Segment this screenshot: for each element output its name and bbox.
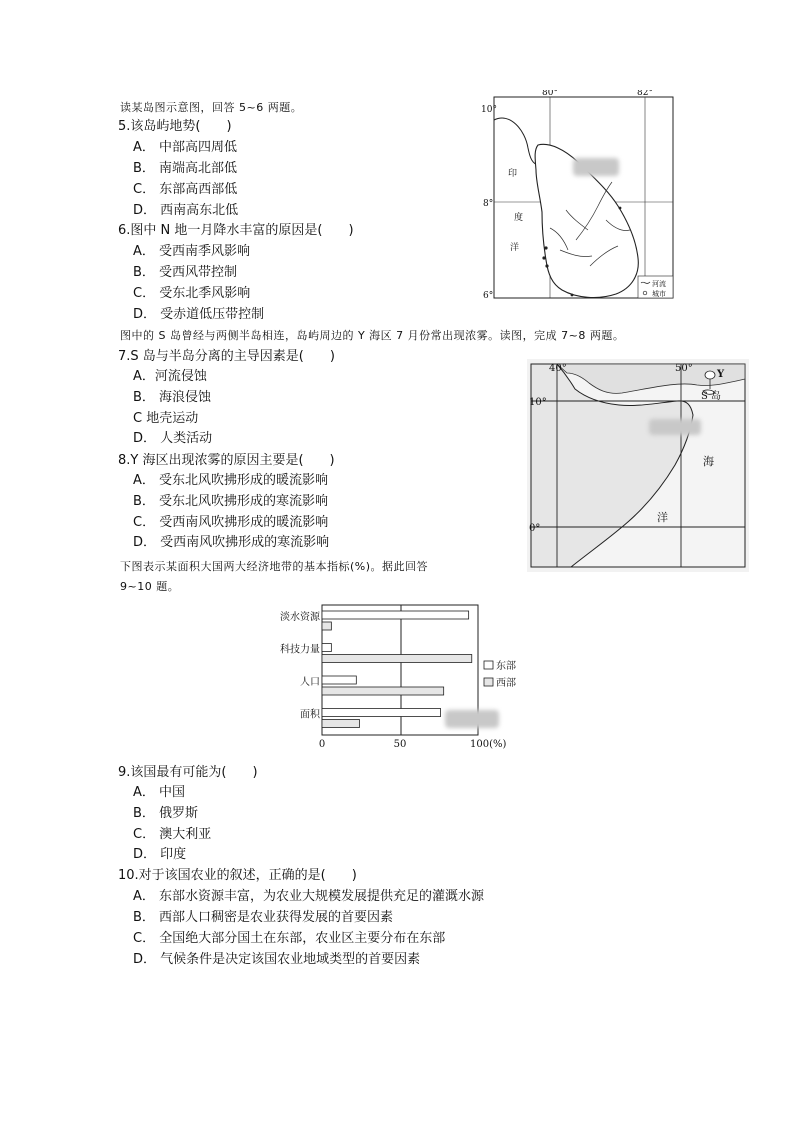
q6-option-d[interactable]: D． 受赤道低压带控制	[133, 307, 265, 322]
economic-belt-chart	[270, 603, 532, 753]
q10-option-d[interactable]: D． 气候条件是决定该国农业地域类型的首要因素	[133, 952, 421, 967]
map2-label-ocean: 洋	[657, 511, 668, 524]
q5-option-d[interactable]: D． 西南高东北低	[133, 203, 239, 218]
q8-stem: 8.Y 海区出现浓雾的原因主要是( )	[118, 453, 335, 468]
bar-科技力量-东部	[322, 644, 331, 652]
q6-stem: 6.图中 N 地一月降水丰富的原因是( )	[118, 223, 354, 238]
category-label: 人口	[300, 677, 320, 688]
q5-option-c[interactable]: C． 东部高西部低	[133, 182, 238, 197]
q7-option-b[interactable]: B． 海浪侵蚀	[133, 390, 212, 405]
q5-stem: 5.该岛屿地势( )	[118, 119, 232, 134]
bar-科技力量-西部	[322, 655, 472, 663]
bar-淡水资源-西部	[322, 622, 331, 630]
q9-option-a[interactable]: A． 中国	[133, 785, 186, 800]
q6-option-b[interactable]: B． 受西风带控制	[133, 265, 238, 280]
map1-sea-char-2: 度	[514, 213, 524, 223]
map1-lat-10: 10°	[481, 105, 497, 115]
horn-of-africa-map	[527, 359, 749, 572]
y-area-marker	[705, 371, 715, 379]
map1-lon-82: 82°	[637, 90, 653, 98]
map2-lon-50: 50°	[675, 363, 693, 374]
legend-river: 河流	[652, 280, 666, 288]
redacted-label	[445, 710, 499, 728]
q6-option-a[interactable]: A． 受西南季风影响	[133, 244, 251, 259]
q10-option-c[interactable]: C． 全国绝大部分国土在东部，农业区主要分布在东部	[133, 931, 446, 946]
q6-option-c[interactable]: C． 受东北季风影响	[133, 286, 251, 301]
map2-label-s-island: S 岛	[701, 391, 722, 402]
legend-label: 西部	[496, 678, 516, 689]
q7-stem: 7.S 岛与半岛分离的主导因素是( )	[118, 349, 335, 364]
x-tick-label: 50	[393, 739, 407, 750]
q8-option-d[interactable]: D． 受西南风吹拂形成的寒流影响	[133, 535, 330, 550]
map1-lat-6: 6°	[483, 291, 494, 301]
q9-stem: 9.该国最有可能为( )	[118, 765, 258, 780]
map2-label-y: Y	[717, 369, 725, 380]
map2-lat-10: 10°	[529, 397, 547, 408]
q8-option-c[interactable]: C． 受西南风吹拂形成的暖流影响	[133, 515, 329, 530]
category-label: 淡水资源	[280, 612, 320, 623]
x-tick-label: 100(%)	[470, 739, 507, 750]
map1-sea-char-3: 洋	[510, 243, 520, 253]
redacted-label	[649, 419, 701, 435]
map1-lat-8: 8°	[483, 199, 494, 209]
redacted-label	[573, 158, 619, 176]
q10-option-a[interactable]: A． 东部水资源丰富，为农业大规模发展提供充足的灌溉水源	[133, 889, 485, 904]
map2-label-sea: 海	[703, 455, 714, 468]
q5-option-b[interactable]: B． 南端高北部低	[133, 161, 238, 176]
map1-lon-80: 80°	[542, 90, 558, 98]
intro-5-6: 读某岛图示意图，回答 5~6 两题。	[120, 101, 303, 114]
q9-option-b[interactable]: B． 俄罗斯	[133, 806, 199, 821]
bar-chart-svg	[270, 603, 532, 753]
intro-7-8: 图中的 S 岛曾经与两侧半岛相连，岛屿周边的 Y 海区 7 月份常出现浓雾。读图，完成 7~8 两题。	[120, 329, 625, 342]
q9-option-c[interactable]: C． 澳大利亚	[133, 827, 212, 842]
island-map	[480, 90, 680, 305]
intro-9-10-line1: 下图表示某面积大国两大经济地带的基本指标(%)。据此回答	[120, 560, 429, 573]
bar-人口-东部	[322, 676, 356, 684]
legend-city: 城市	[652, 290, 666, 298]
category-label: 面积	[300, 709, 320, 721]
q10-stem: 10.对于该国农业的叙述，正确的是( )	[118, 868, 357, 883]
map2-lat-0: 0°	[529, 523, 541, 534]
legend-label: 东部	[496, 661, 516, 672]
q8-option-a[interactable]: A． 受东北风吹拂形成的暖流影响	[133, 473, 329, 488]
bar-人口-西部	[322, 687, 444, 695]
q7-option-c[interactable]: C 地壳运动	[133, 411, 199, 426]
q8-option-b[interactable]: B． 受东北风吹拂形成的寒流影响	[133, 494, 329, 509]
bar-淡水资源-东部	[322, 611, 469, 619]
q10-option-b[interactable]: B． 西部人口稠密是农业获得发展的首要因素	[133, 910, 394, 925]
q5-option-a[interactable]: A． 中部高四周低	[133, 140, 238, 155]
q9-option-d[interactable]: D． 印度	[133, 847, 187, 862]
legend-swatch	[484, 661, 493, 669]
bar-面积-西部	[322, 720, 359, 728]
legend-swatch	[484, 678, 493, 686]
map2-lon-40: 40°	[549, 363, 567, 374]
q7-option-a[interactable]: A．河流侵蚀	[133, 369, 207, 384]
x-tick-label: 0	[318, 739, 326, 750]
intro-9-10-line2: 9~10 题。	[120, 580, 180, 593]
q7-option-d[interactable]: D． 人类活动	[133, 431, 213, 446]
category-label: 科技力量	[280, 644, 320, 656]
bar-面积-东部	[322, 709, 441, 717]
map1-sea-char-1: 印	[508, 169, 518, 179]
